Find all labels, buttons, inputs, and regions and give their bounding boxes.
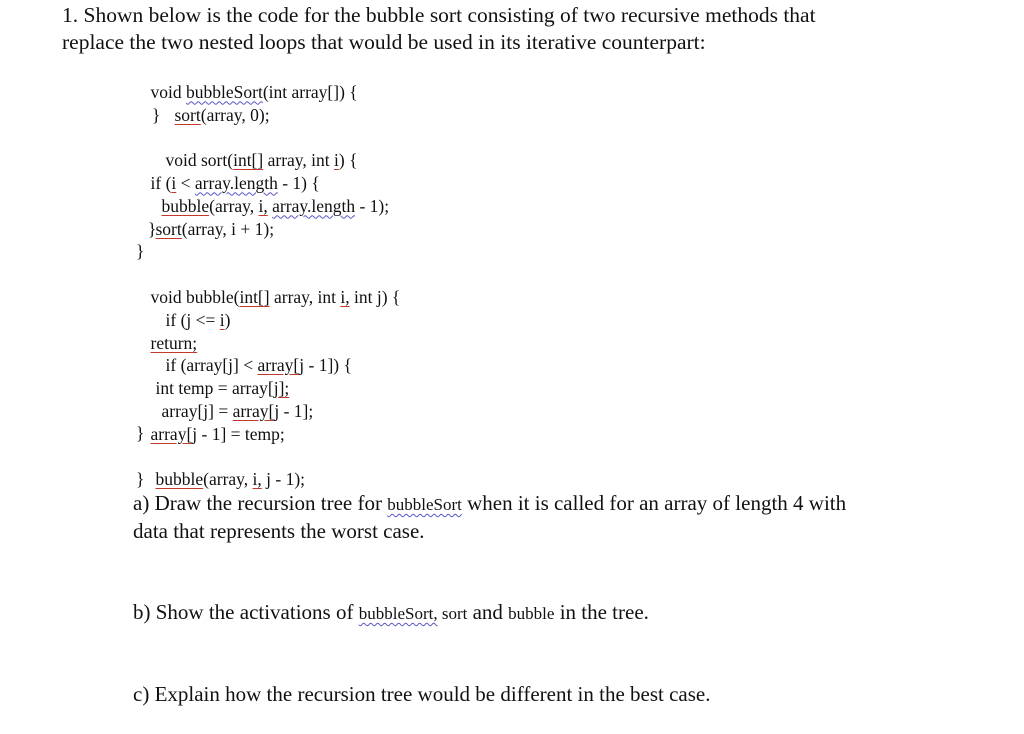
- code-line: if (array[j] < array[j - 1]) {: [165, 354, 352, 375]
- code-line: if (j <= i): [165, 309, 231, 330]
- code-line: array[j] = array[j - 1];: [161, 400, 314, 421]
- code-line: if (i < array.length - 1) {: [150, 172, 320, 193]
- code-line: sort(array, 0);: [174, 104, 270, 125]
- question-line-1: 1. Shown below is the code for the bubble sort consisting of two recursive methods that: [62, 3, 816, 27]
- part-c: c) Explain how the recursion tree would be different in the best case.: [133, 682, 711, 706]
- code-line: }: [152, 105, 161, 125]
- code-line: }: [136, 241, 145, 261]
- question-number: 1.: [62, 3, 79, 27]
- code-line: return;: [150, 332, 198, 353]
- code-line: int temp = array[j];: [155, 377, 290, 398]
- code-line: bubble(array, i, j - 1);: [155, 468, 306, 489]
- code-line: array[j - 1] = temp;: [150, 423, 285, 444]
- code-line: }: [136, 423, 145, 443]
- question-line-2: replace the two nested loops that would be used in its iterative counterpart:: [62, 30, 706, 54]
- code-line: }: [136, 469, 145, 489]
- code-line: }: [148, 219, 157, 239]
- part-a: a) Draw the recursion tree for bubbleSort when it is called for an array of length 4 with data that represents the worst case.: [133, 491, 847, 543]
- part-b: b) Show the activations of bubbleSort, sort and bubble in the tree.: [133, 600, 649, 624]
- code-line: sort(array, i + 1);: [155, 218, 275, 239]
- code-line: void bubble(int[] array, int i, int j) {: [150, 286, 401, 307]
- code-line: void bubbleSort(int array[]) {: [150, 81, 358, 102]
- code-line: bubble(array, i, array.length - 1);: [161, 195, 390, 216]
- code-line: void sort(int[] array, int i) {: [165, 149, 358, 170]
